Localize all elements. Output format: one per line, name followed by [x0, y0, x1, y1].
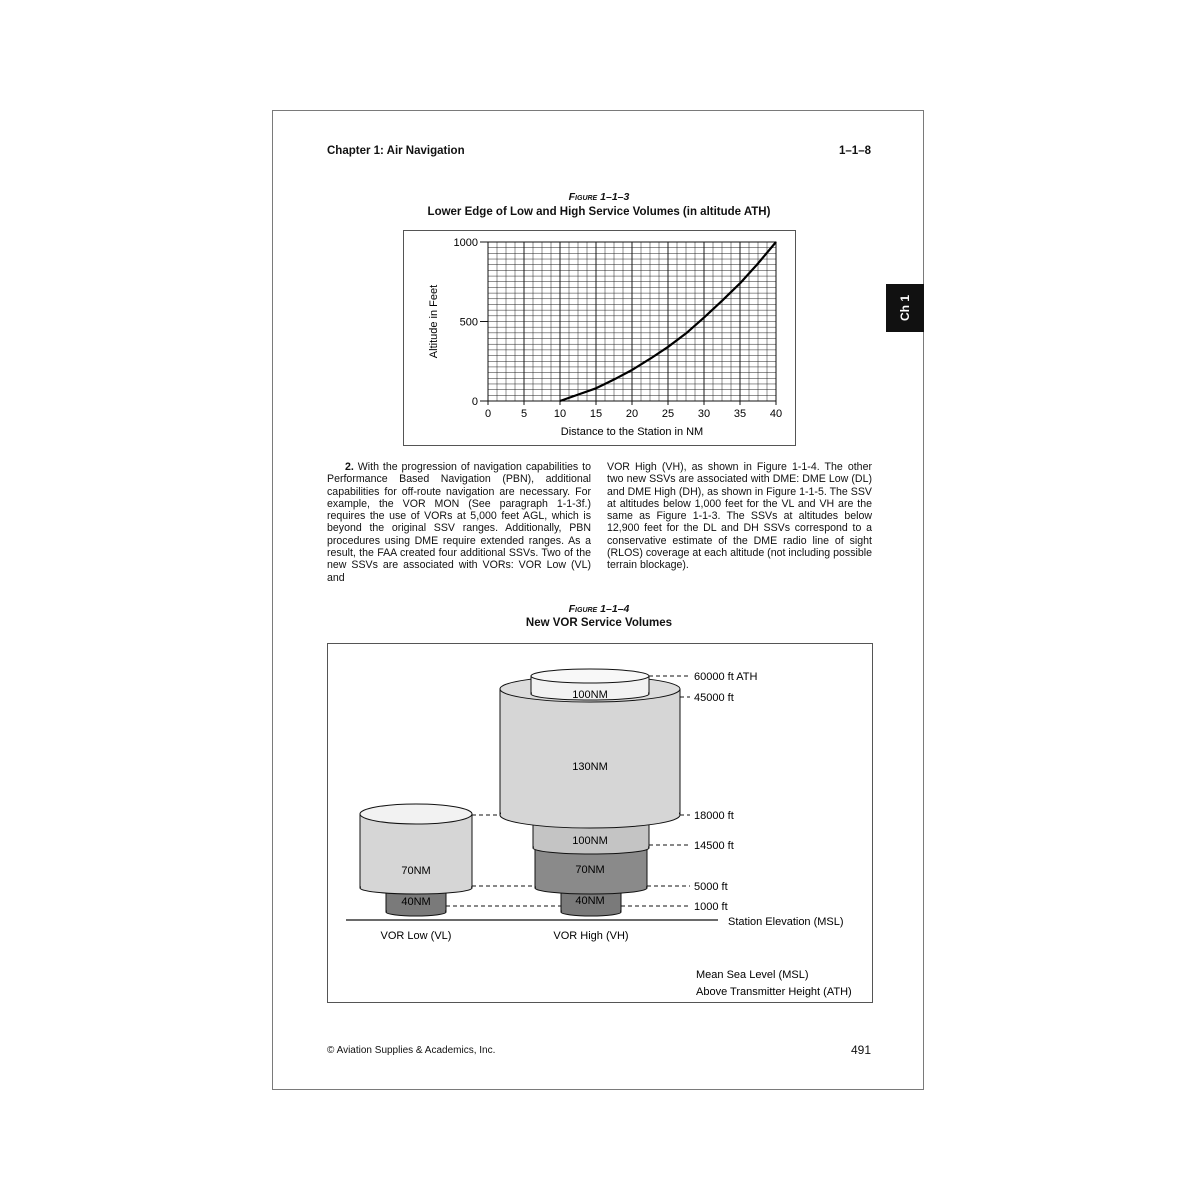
- section-number: 1–1–8: [839, 145, 871, 157]
- right-column: [607, 461, 872, 572]
- vl-40nm-label: 40NM: [401, 896, 431, 908]
- paragraph-2-text: With the progression of navigation capabilities to Performance Based Navigation (PBN), additional capabilities for off-route navigation are necessary. For example, the VOR MON (See paragraph 1-1-3f.) requires the use of VORs at 5,000 feet AGL, which is beyond the original SSV ranges. Additionally, PBN procedures using DME require extended ranges. As a result, the FAA created four additional SSVs. Two of the new SSVs are associated with VORs: VOR Low (VL) and: [327, 461, 591, 584]
- figure-3-chart-frame: [403, 230, 796, 446]
- altitude-18000: 18000 ft: [694, 810, 734, 822]
- altitude-distance-chart: [404, 231, 795, 445]
- figure-3-title: Lower Edge of Low and High Service Volumes (in altitude ATH): [427, 206, 771, 218]
- paragraph-2: [327, 461, 591, 584]
- x-axis-label: Distance to the Station in NM: [560, 426, 704, 438]
- chapter-side-tab: Ch 1: [886, 284, 924, 332]
- vh-40nm-label: 40NM: [575, 895, 605, 907]
- x-tick-label: 15: [589, 408, 603, 420]
- document-page: [272, 110, 924, 1090]
- y-tick-label: 1000: [453, 237, 478, 249]
- figure-4-title: New VOR Service Volumes: [525, 617, 673, 629]
- x-tick-label: 30: [697, 408, 711, 420]
- paragraph-2-continued: VOR High (VH), as shown in Figure 1-1-4. The other two new SSVs are associated with DME: DME Low (DL) and DME High (DH), as shown in Figure 1-1-5. The SSV at altitudes below 1,000 feet for the VL and VH are the same as Figure 1-1-3. The SSVs at altitudes below 12,900 feet for the DL and DH SSVs correspond to a conservative estimate of the DME radio line of sight (RLOS) coverage at each altitude (not including possible terrain blockage).: [607, 461, 872, 572]
- left-column: [327, 461, 591, 584]
- altitude-5000: 5000 ft: [694, 881, 728, 893]
- vh-100nm-mid-label: 100NM: [572, 835, 608, 847]
- vl-70nm-cylinder: [360, 804, 472, 894]
- y-tick-label: 0: [471, 396, 478, 408]
- figure-4-label: Figure 1–1–4: [568, 603, 630, 615]
- vor-high-label: VOR High (VH): [553, 930, 629, 942]
- vor-service-volume-diagram: [328, 644, 872, 1002]
- station-elevation-label: Station Elevation (MSL): [728, 916, 844, 928]
- x-tick-label: 5: [520, 408, 528, 420]
- legend-msl: Mean Sea Level (MSL): [696, 969, 809, 981]
- legend-ath: Above Transmitter Height (ATH): [696, 986, 852, 998]
- altitude-1000: 1000 ft: [694, 901, 728, 913]
- x-tick-label: 0: [484, 408, 492, 420]
- vh-130nm-label: 130NM: [572, 761, 608, 773]
- copyright-footer: © Aviation Supplies & Academics, Inc.: [327, 1045, 496, 1056]
- y-tick-label: 500: [459, 316, 478, 329]
- altitude-60000: 60000 ft ATH: [694, 671, 758, 683]
- x-tick-label: 25: [661, 408, 675, 420]
- figure-4-diagram-frame: [327, 643, 873, 1003]
- vl-70nm-label: 70NM: [401, 865, 431, 877]
- y-axis-label: Altitude in Feet: [428, 284, 440, 359]
- altitude-45000: 45000 ft: [694, 692, 734, 704]
- figure-3-label: Figure 1–1–3: [568, 191, 630, 203]
- vh-100nm-top-label: 100NM: [572, 689, 608, 701]
- altitude-14500: 14500 ft: [694, 840, 734, 852]
- x-tick-label: 40: [769, 408, 783, 420]
- chapter-header: Chapter 1: Air Navigation: [327, 145, 465, 157]
- vor-low-label: VOR Low (VL): [380, 930, 452, 942]
- vh-70nm-label: 70NM: [575, 864, 605, 876]
- page-number: 491: [850, 1043, 871, 1057]
- x-tick-label: 20: [625, 408, 639, 420]
- x-tick-label: 10: [553, 408, 567, 420]
- paragraph-number: 2.: [345, 461, 354, 473]
- x-tick-label: 35: [733, 408, 747, 420]
